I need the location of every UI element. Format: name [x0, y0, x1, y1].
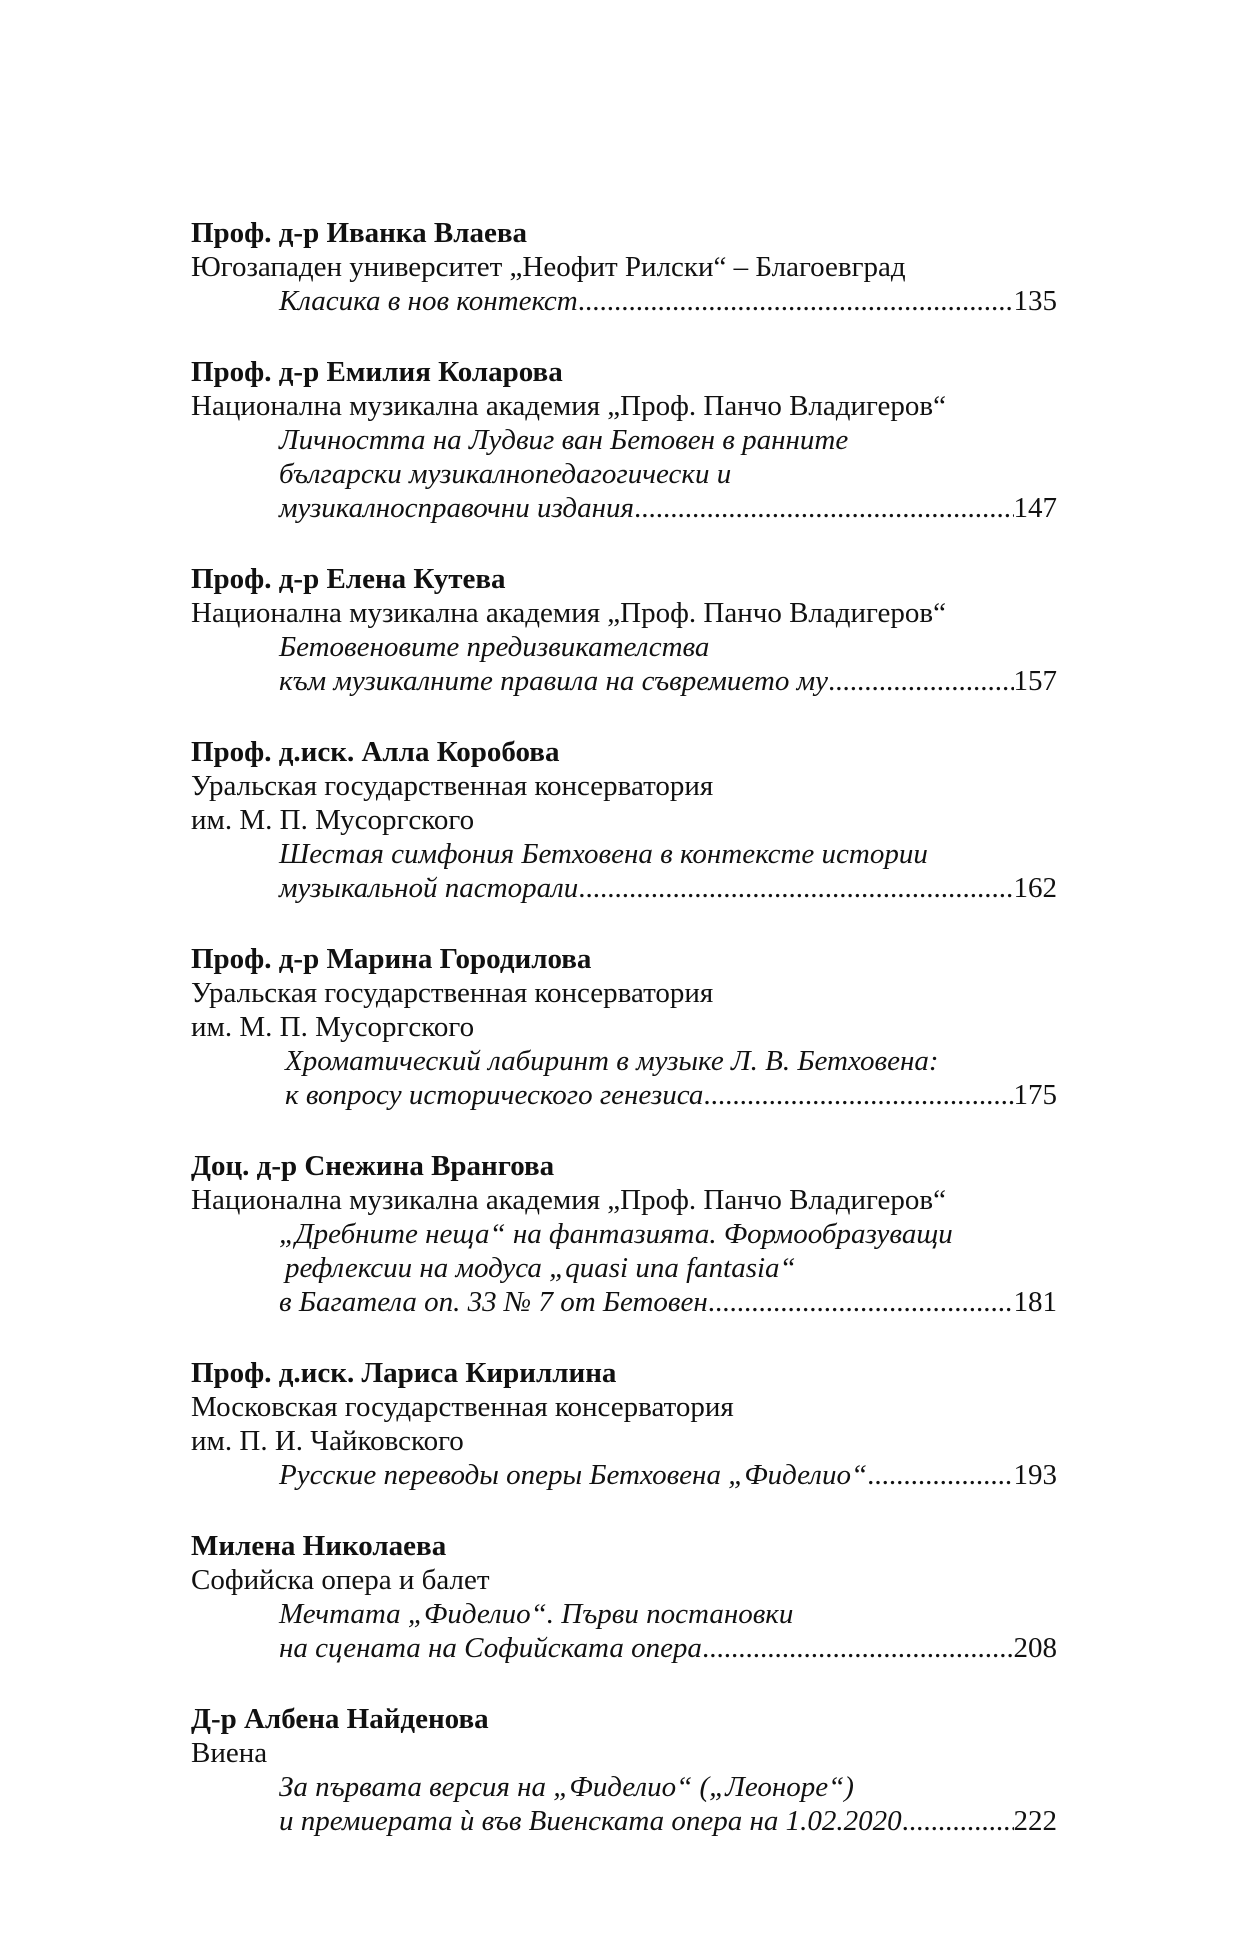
- toc-entry: [191, 216, 1057, 318]
- article-title: в Багатела оп. 33 № 7 от Бетовен: [279, 1286, 708, 1318]
- article-title: За първата версия на „Фиделио“ („Леоноре“): [279, 1771, 854, 1803]
- article-title-line[interactable]: [191, 1631, 1057, 1665]
- article-title: музыкальной пасторали: [279, 872, 579, 904]
- leader-dots: [578, 871, 1013, 905]
- article-title-line[interactable]: [191, 871, 1057, 905]
- leader-dots: [702, 1631, 1014, 1665]
- table-of-contents: [191, 216, 1057, 1875]
- page-number: 193: [1013, 1459, 1057, 1491]
- toc-entry: [191, 1529, 1057, 1665]
- toc-entry: [191, 942, 1057, 1112]
- toc-entry: [191, 1702, 1057, 1838]
- article-title: рефлексии на модуса „quasi una fantasia“: [285, 1252, 796, 1284]
- affiliation: Национална музикална академия „Проф. Панчо Владигеров“: [191, 597, 946, 629]
- affiliation: Национална музикална академия „Проф. Панчо Владигеров“: [191, 390, 946, 422]
- article-title-line[interactable]: [191, 1804, 1057, 1838]
- affiliation: Софийска опера и балет: [191, 1564, 490, 1596]
- article-title: български музикалнопедагогически и: [279, 458, 732, 490]
- article-title: Класика в нов контекст: [279, 285, 578, 317]
- affiliation: Уральская государственная консерватория: [191, 770, 714, 802]
- article-title: Русские переводы оперы Бетховена „Фиделио“: [279, 1459, 868, 1491]
- article-title: и премиерата ѝ във Виенската опера на 1.02.2020: [279, 1805, 902, 1837]
- author-name: Проф. д.иск. Алла Коробова: [191, 736, 560, 768]
- page-number: 181: [1013, 1286, 1057, 1318]
- toc-entry: [191, 1149, 1057, 1319]
- article-title-line[interactable]: [191, 1285, 1057, 1319]
- leader-dots: [703, 1078, 1013, 1112]
- affiliation: им. П. И. Чайковского: [191, 1425, 464, 1457]
- article-title: Личността на Лудвиг ван Бетовен в ранните: [279, 424, 849, 456]
- page-number: 222: [1013, 1805, 1057, 1837]
- article-title: музикалносправочни издания: [279, 492, 634, 524]
- article-title: к вопросу исторического генезиса: [285, 1079, 704, 1111]
- author-name: Доц. д-р Снежина Врангова: [191, 1150, 555, 1182]
- author-name: Проф. д-р Елена Кутева: [191, 563, 506, 595]
- article-title: Шестая симфония Бетховена в контексте истории: [279, 838, 928, 870]
- affiliation: Национална музикална академия „Проф. Панчо Владигеров“: [191, 1184, 946, 1216]
- article-title: на сцената на Софийската опера: [279, 1632, 702, 1664]
- leader-dots: [867, 1458, 1013, 1492]
- author-name: Проф. д.иск. Лариса Кириллина: [191, 1357, 617, 1389]
- article-title-line[interactable]: [191, 1458, 1057, 1492]
- article-title: Хроматический лабиринт в музыке Л. В. Бетховена:: [285, 1045, 939, 1077]
- article-title-line[interactable]: [191, 1078, 1057, 1112]
- toc-entry: [191, 562, 1057, 698]
- affiliation: Уральская государственная консерватория: [191, 977, 714, 1009]
- affiliation: им. М. П. Мусоргского: [191, 804, 475, 836]
- toc-entry: [191, 735, 1057, 905]
- page-number: 147: [1013, 492, 1057, 524]
- affiliation: Югозападен университет „Неофит Рилски“ – Благоевград: [191, 251, 906, 283]
- leader-dots: [708, 1285, 1014, 1319]
- author-name: Милена Николаева: [191, 1530, 447, 1562]
- leader-dots: [902, 1804, 1014, 1838]
- toc-entry: [191, 1356, 1057, 1492]
- page-number: 208: [1013, 1632, 1057, 1664]
- article-title-line[interactable]: [191, 664, 1057, 698]
- article-title-line[interactable]: [191, 284, 1057, 318]
- author-name: Д-р Албена Найденова: [191, 1703, 489, 1735]
- affiliation: Московская государственная консерватория: [191, 1391, 734, 1423]
- article-title: „Дребните неща“ на фантазията. Формообразуващи: [279, 1218, 953, 1250]
- leader-dots: [578, 284, 1014, 318]
- author-name: Проф. д-р Иванка Влаева: [191, 217, 528, 249]
- page-number: 135: [1013, 285, 1057, 317]
- article-title: към музикалните правила на съвремието му: [279, 665, 828, 697]
- page-number: 162: [1013, 872, 1057, 904]
- affiliation: Виена: [191, 1737, 268, 1769]
- leader-dots: [634, 491, 1014, 525]
- page-number: 157: [1013, 665, 1057, 697]
- article-title: Бетовеновите предизвикателства: [279, 631, 710, 663]
- toc-entry: [191, 355, 1057, 525]
- affiliation: им. М. П. Мусоргского: [191, 1011, 475, 1043]
- author-name: Проф. д-р Марина Городилова: [191, 943, 592, 975]
- article-title-line[interactable]: [191, 491, 1057, 525]
- page-number: 175: [1013, 1079, 1057, 1111]
- leader-dots: [828, 664, 1014, 698]
- article-title: Мечтата „Фиделио“. Първи постановки: [279, 1598, 794, 1630]
- author-name: Проф. д-р Емилия Коларова: [191, 356, 563, 388]
